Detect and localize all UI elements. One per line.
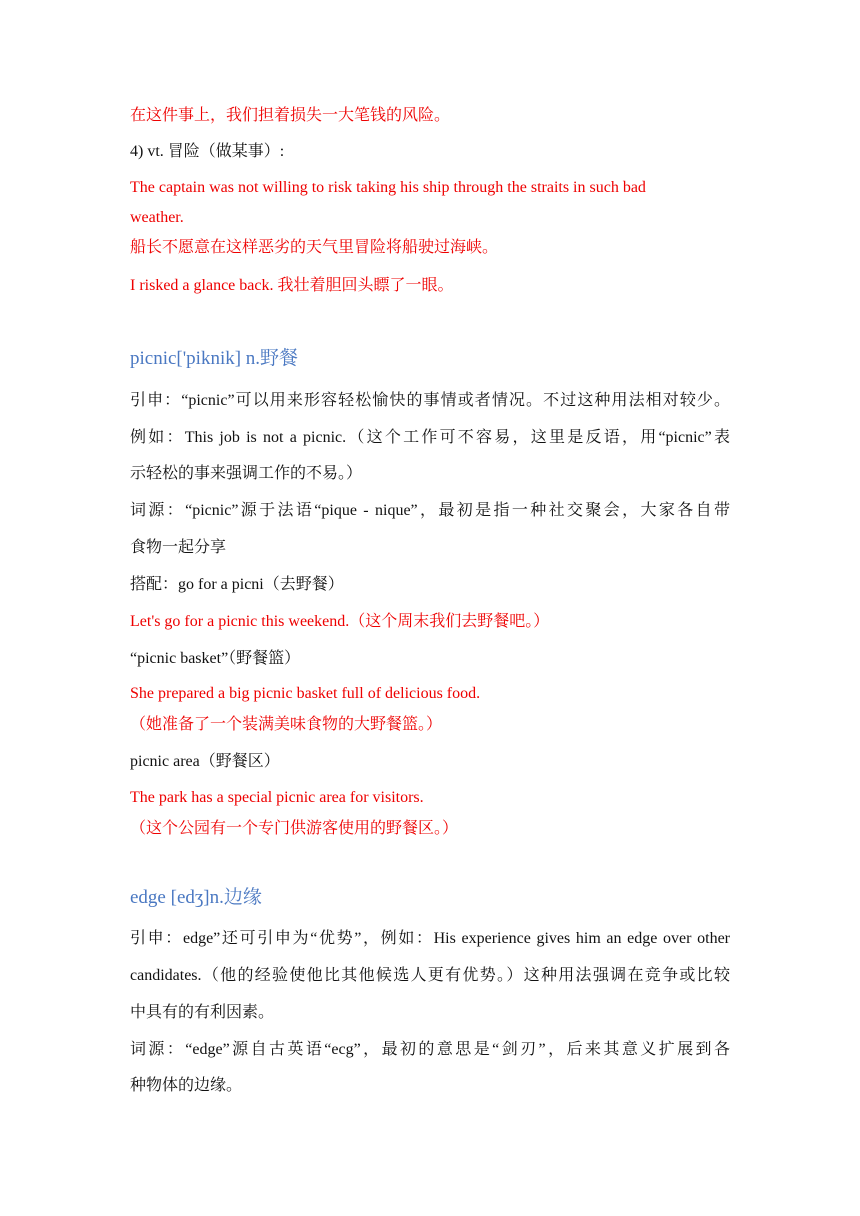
picnic-collocation-2-example-cn: （她准备了一个装满美味食物的大野餐篮。） — [130, 716, 443, 733]
picnic-example-line2: 示轻松的事来强调工作的不易。） — [130, 465, 363, 482]
risk-example-en-2-line2: weather. — [130, 209, 184, 226]
picnic-collocation-1: 搭配：go for a picni（去野餐） — [130, 576, 344, 593]
picnic-etymology-line1: 词源：“picnic”源于法语“pique - nique”，最初是指一种社交聚会，大家各自带 — [130, 502, 730, 519]
risk-sense-4: 4) vt. 冒险（做某事）: — [130, 143, 285, 160]
edge-etymology-line2: 种物体的边缘。 — [130, 1077, 243, 1094]
risk-example-en-2-line1: The captain was not willing to risk taking his ship through the straits in such bad — [130, 179, 646, 196]
picnic-collocation-3-example-en: The park has a special picnic area for visitors. — [130, 789, 424, 806]
picnic-collocation-2-example-en: She prepared a big picnic basket full of delicious food. — [130, 685, 481, 702]
edge-extension-line2: candidates.（他的经验使他比其他候选人更有优势。）这种用法强调在竞争或比较 — [130, 967, 730, 984]
picnic-etymology-line2: 食物一起分享 — [130, 539, 227, 556]
edge-extension-line1: 引申：edge”还可引申为“优势”，例如：His experience gives him an edge over other — [130, 930, 730, 947]
risk-example-cn-2: 船长不愿意在这样恶劣的天气里冒险将船驶过海峡。 — [130, 239, 499, 256]
risk-example-cn-1: 在这件事上，我们担着损失一大笔钱的风险。 — [130, 107, 451, 124]
picnic-extension: 引申：“picnic”可以用来形容轻松愉快的事情或者情况。不过这种用法相对较少。 — [130, 392, 730, 409]
picnic-example-line1: 例如：This job is not a picnic.（这个工作可不容易，这里是反语，用“picnic”表 — [130, 429, 730, 446]
picnic-collocation-1-example: Let's go for a picnic this weekend.（这个周末我们去野餐吧。） — [130, 613, 550, 630]
edge-heading: edge [edʒ]n.边缘 — [130, 887, 262, 908]
risk-example-3: I risked a glance back. 我壮着胆回头瞟了一眼。 — [130, 277, 454, 294]
picnic-collocation-3-example-cn: （这个公园有一个专门供游客使用的野餐区。） — [130, 820, 459, 837]
picnic-collocation-3: picnic area（野餐区） — [130, 753, 280, 770]
picnic-collocation-2: “picnic basket”（野餐篮） — [130, 650, 301, 667]
edge-etymology-line1: 词源：“edge”源自古英语“ecg”，最初的意思是“剑刃”，后来其意义扩展到各 — [130, 1041, 730, 1058]
document-page — [130, 0, 730, 1216]
edge-extension-line3: 中具有的有利因素。 — [130, 1004, 275, 1021]
picnic-heading: picnic['piknik] n.野餐 — [130, 348, 299, 369]
